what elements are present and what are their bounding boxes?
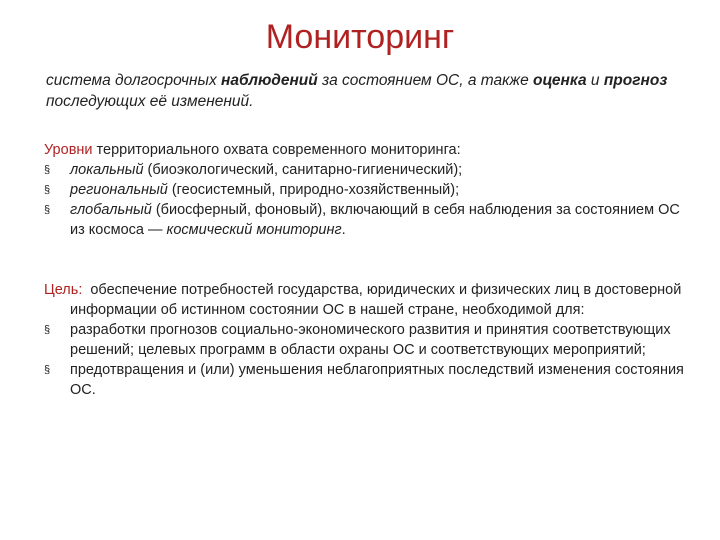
level-term: региональный — [70, 182, 168, 198]
list-item — [44, 160, 684, 180]
goal-item-text: предотвращения и (или) уменьшения неблагоприятных последствий изменения состояния ОС. — [70, 362, 684, 398]
level-term: глобальный — [70, 202, 152, 218]
goal-label: Цель: — [44, 282, 83, 298]
levels-intro — [44, 140, 684, 160]
definition-part: за состоянием ОС, а также — [317, 72, 534, 89]
goal-text: обеспечение потребностей государства, юридических и физических лиц в достоверной информации об истинном состоянии ОС в нашей стране, необходимой для: — [70, 282, 682, 318]
bullet-icon: § — [44, 324, 51, 336]
bullet-icon: § — [44, 204, 51, 216]
bullet-icon: § — [44, 184, 51, 196]
bullet-icon: § — [44, 164, 51, 176]
level-desc: (биосферный, фоновый), включающий в себя наблюдения за состоянием ОС из космоса — — [70, 202, 680, 238]
levels-intro-text: территориального охвата современного мониторинга: — [92, 142, 461, 158]
definition-text — [46, 70, 676, 112]
list-item — [44, 180, 684, 200]
level-desc: (геосистемный, природно-хозяйственный); — [167, 182, 460, 198]
definition-keyword: наблюдений — [221, 72, 318, 89]
definition-keyword: прогноз — [603, 72, 668, 89]
goal-intro — [44, 280, 684, 320]
goal-item-text: разработки прогнозов социально-экономического развития и принятия соответствующих решений; целевых программ в области охраны ОС и соответствующих мероприятий; — [70, 322, 671, 358]
definition-part: последующих её изменений. — [46, 93, 254, 110]
slide-title: Мониторинг — [265, 18, 455, 56]
level-term: локальный — [70, 162, 144, 178]
list-item — [44, 200, 684, 240]
list-item — [44, 360, 684, 400]
levels-section — [44, 140, 684, 240]
level-desc: (биоэкологический, санитарно-гигиенический); — [143, 162, 463, 178]
level-tail: космический мониторинг — [166, 222, 342, 238]
definition-part: система долгосрочных — [46, 72, 222, 89]
level-end: . — [341, 222, 346, 238]
definition-part: и — [586, 72, 604, 89]
goal-section — [44, 280, 684, 400]
bullet-icon: § — [44, 364, 51, 376]
levels-label: Уровни — [44, 142, 93, 158]
definition-keyword: оценка — [533, 72, 587, 89]
list-item — [44, 320, 684, 360]
